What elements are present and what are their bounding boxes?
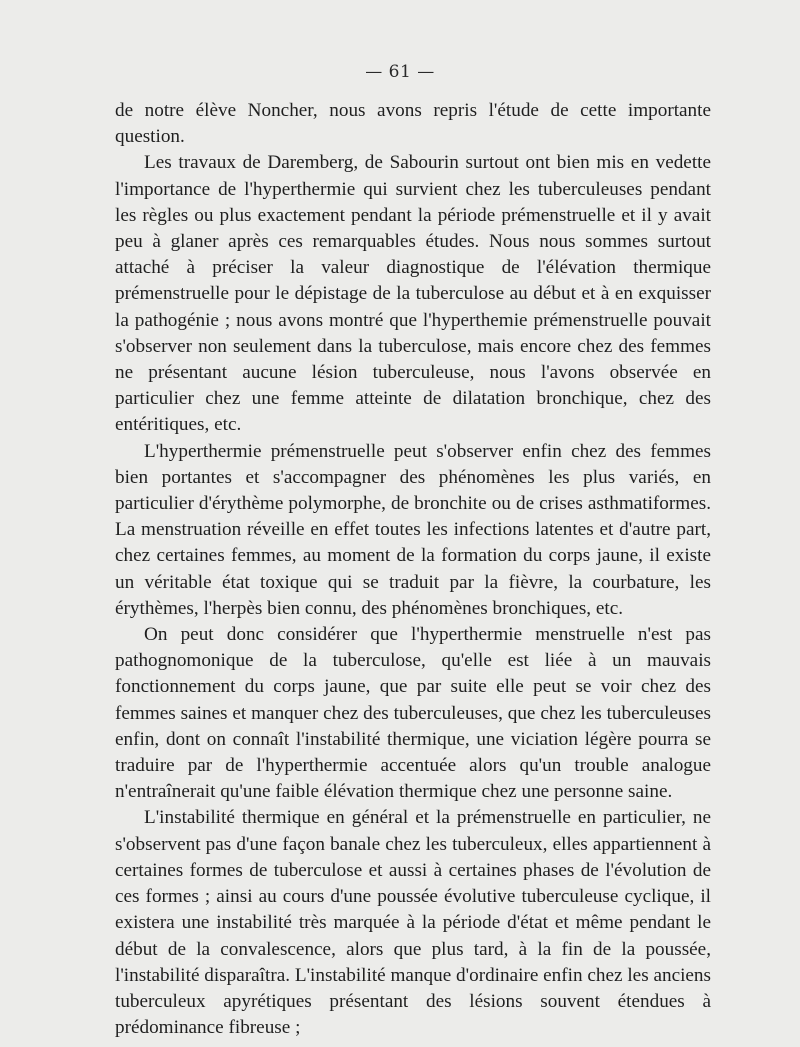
paragraph: L'instabilité thermique en général et la prémenstruelle en particulier, ne s'observent pas d'une façon banale chez les tuberculeux, elles appartiennent à certaines formes de tuberculose et aussi à certaines phases de l'évolution de ces formes ; ainsi au cours d'une poussée évolutive tuberculeuse cyclique, il existera une instabilité très marquée à la période d'état et même pendant le début de la convalescence, alors que plus tard, à la fin de la poussée, l'instabilité disparaîtra. L'instabilité manque d'ordinaire enfin chez les anciens tuberculeux apyrétiques présentant des lésions souvent étendues à prédominance fibreuse ; bbox=[115, 807, 711, 1039]
body-text bbox=[115, 98, 711, 1041]
paragraph: de notre élève Noncher, nous avons repris l'étude de cette importante question. bbox=[115, 100, 711, 148]
page-number: — 61 — bbox=[365, 62, 435, 82]
paragraph: On peut donc considérer que l'hyperthermie menstruelle n'est pas pathognomonique de la tuberculose, qu'elle est liée à un mauvais fonctionnement du corps jaune, que par suite elle peut se voir chez des femmes saines et manquer chez des tuberculeuses, que chez les tuberculeuses enfin, dont on connaît l'instabilité thermique, une viciation légère pourra se traduire par de l'hyperthermie accentuée alors qu'un trouble analogue n'entraînerait qu'une faible élévation thermique chez une personne saine. bbox=[115, 624, 711, 803]
paragraph: L'hyperthermie prémenstruelle peut s'observer enfin chez des femmes bien portantes et s'accompagner des phénomènes les plus variés, en particulier d'érythème polymorphe, de bronchite ou de crises asthmatiformes. La menstruation réveille en effet toutes les infections latentes et d'autre part, chez certaines femmes, au moment de la formation du corps jaune, il existe un véritable état toxique qui se traduit par la fièvre, la courbature, les érythèmes, l'herpès bien connu, des phénomènes bronchiques, etc. bbox=[115, 440, 711, 619]
paragraph: Les travaux de Daremberg, de Sabourin surtout ont bien mis en vedette l'importance de l'hyperthermie qui survient chez les tuberculeuses pendant les règles ou plus exactement pendant la période prémenstruelle et il y avait peu à glaner après ces remarquables études. Nous nous sommes surtout attaché à préciser la valeur diagnostique de l'élévation thermique prémenstruelle pour le dépistage de la tuberculose au début et à en exquisser la pathogénie ; nous avons montré que l'hyperthemie prémenstruelle pouvait s'observer non seulement dans la tuberculose, mais encore chez des femmes ne présentant aucune lésion tuberculeuse, nous l'avons observée en particulier chez une femme atteinte de dilatation bronchique, chez des entéritiques, etc. bbox=[115, 152, 711, 436]
